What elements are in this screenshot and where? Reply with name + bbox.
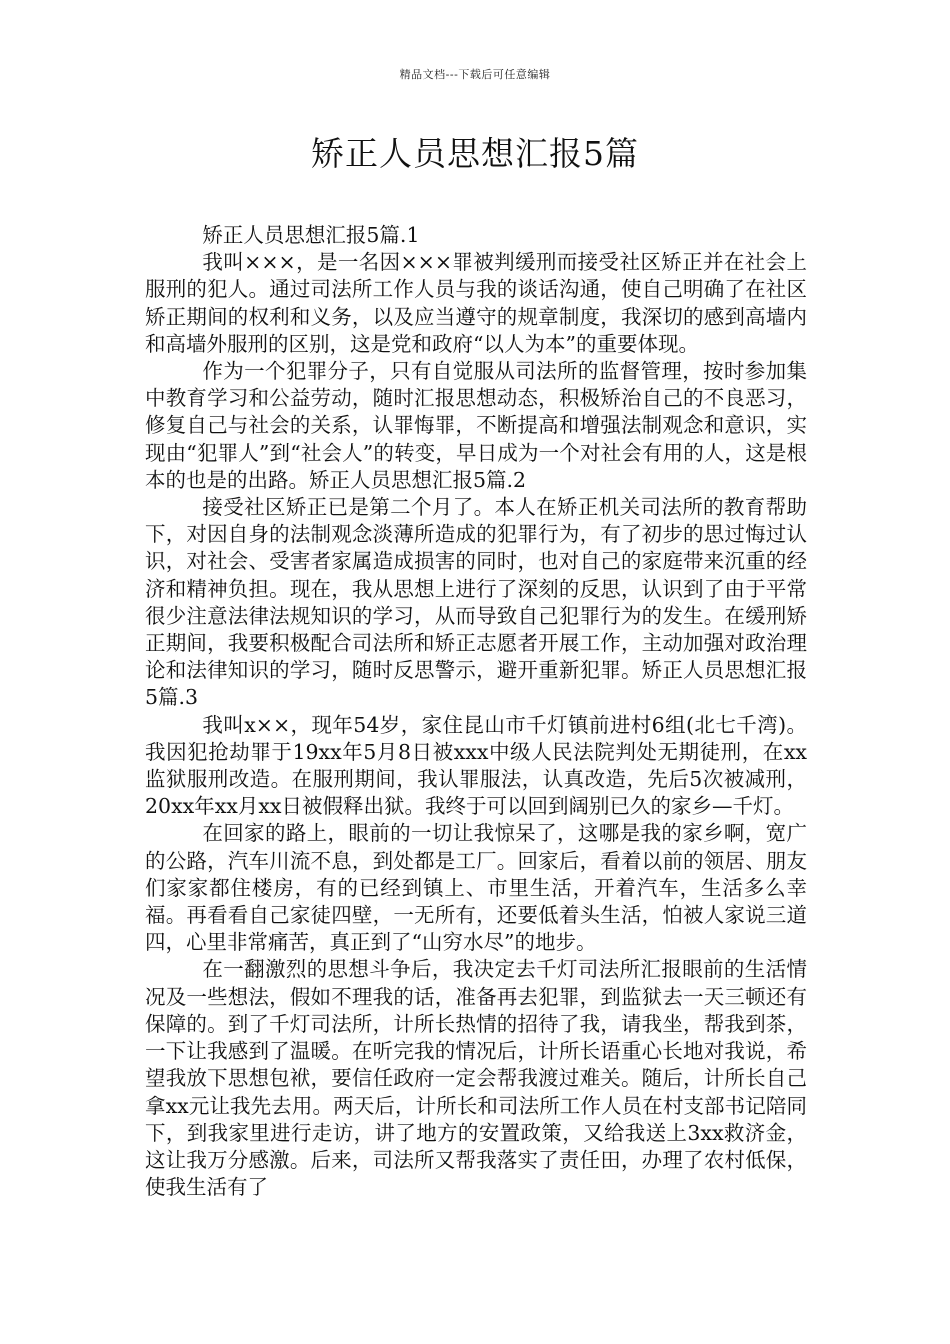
document-title: 矫正人员思想汇报5篇 xyxy=(311,134,639,173)
paragraph: 作为一个犯罪分子，只有自觉服从司法所的监督管理，按时参加集中教育学习和公益劳动，随时汇报思想动态，积极矫治自己的不良恶习，修复自己与社会的关系，认罪悔罪，不断提高和增强法制观念和意识，实现由“犯罪人”到“社会人”的转变，早日成为一个对社会有用的人，这是根本的也是的出路。矫正人员思想汇报5篇.2 xyxy=(145,359,807,492)
paragraph: 矫正人员思想汇报5篇.1 xyxy=(202,223,420,247)
paragraph: 我叫x××，现年54岁，家住昆山市千灯镇前进村6组(北七千湾)。我因犯抢劫罪于19xx年5月8日被xxx中级人民法院判处无期徒刑，在xx监狱服刑改造。在服刑期间，我认罪服法，认真改造，先后5次被减刑，20xx年xx月xx日被假释出狱。我终于可以回到阔别已久的家乡—千灯。 xyxy=(145,712,807,819)
paragraph: 在一翻激烈的思想斗争后，我决定去千灯司法所汇报眼前的生活情况及一些想法，假如不理我的话，准备再去犯罪，到监狱去一天三顿还有保障的。到了千灯司法所，计所长热情的招待了我，请我坐，帮我到茶，一下让我感到了温暖。在听完我的情况后，计所长语重心长地对我说，希望我放下思想包袱，要信任政府一定会帮我渡过难关。随后，计所长自己拿xx元让我先去用。两天后，计所长和司法所工作人员在村支部书记陪同下，到我家里进行走访，讲了地方的安置政策，又给我送上3xx救济金，这让我万分感激。后来，司法所又帮我落实了责任田，办理了农村低保，使我生活有了 xyxy=(145,957,807,1200)
header-note: 精品文档---下载后可任意编辑 xyxy=(399,68,551,81)
paragraph: 我叫×××，是一名因×××罪被判缓刑而接受社区矫正并在社会上服刑的犯人。通过司法所工作人员与我的谈话沟通，使自己明确了在社区矫正期间的权利和义务，以及应当遵守的规章制度，我深切的感到高墙内和高墙外服刑的区别，这是党和政府“以人为本”的重要体现。 xyxy=(145,250,807,356)
paragraph: 接受社区矫正已是第二个月了。本人在矫正机关司法所的教育帮助下，对因自身的法制观念淡薄所造成的犯罪行为，有了初步的思过悔过认识，对社会、受害者家属造成损害的同时，也对自己的家庭带来沉重的经济和精神负担。现在，我从思想上进行了深刻的反思，认识到了由于平常很少注意法律法规知识的学习，从而导致自己犯罪行为的发生。在缓刑矫正期间，我要积极配合司法所和矫正志愿者开展工作，主动加强对政治理论和法律知识的学习，随时反思警示，避开重新犯罪。矫正人员思想汇报5篇.3 xyxy=(145,495,807,710)
document-body xyxy=(145,222,807,1201)
paragraph: 在回家的路上，眼前的一切让我惊呆了，这哪是我的家乡啊，宽广的公路，汽车川流不息，到处都是工厂。回家后，看着以前的领居、朋友们家家都住楼房，有的已经到镇上、市里生活，开着汽车，生活多么幸福。再看看自己家徒四壁，一无所有，还要低着头生活，怕被人家说三道四，心里非常痛苦，真正到了“山穷水尽”的地步。 xyxy=(145,821,807,955)
